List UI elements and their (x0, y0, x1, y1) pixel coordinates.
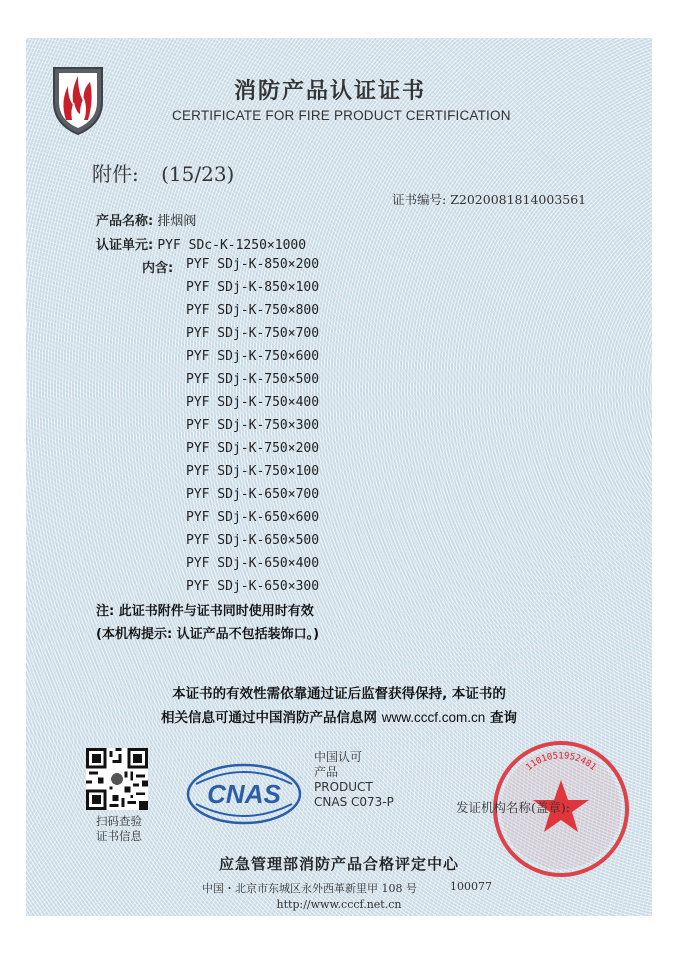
cnas-line3: PRODUCT (314, 780, 373, 794)
center-address: 中国・北京市东城区永外西革新里甲 108 号 (202, 882, 417, 895)
attachment-page (92, 158, 234, 187)
qr-code-caption (90, 814, 148, 844)
cnas-logo (186, 762, 302, 826)
model-item: PYF SDj-K-750×600 (186, 349, 320, 364)
note-validity: 注: 此证书附件与证书同时使用时有效 (96, 604, 314, 619)
model-item: PYF SDj-K-650×600 (186, 510, 320, 525)
model-item: PYF SDj-K-650×500 (186, 533, 320, 548)
certificate-number-label: 证书编号: (392, 192, 447, 207)
center-postcode: 100077 (450, 880, 492, 893)
product-name-row (96, 210, 196, 229)
model-item: PYF SDj-K-750×300 (186, 418, 320, 433)
info-website-link[interactable]: www.cccf.com.cn (381, 710, 486, 725)
cnas-accreditation-text (314, 750, 394, 810)
attachment-label: 附件: (92, 162, 139, 186)
cnas-line2: 产品 (314, 765, 339, 779)
validity-line2-prefix: 相关信息可通过中国消防产品信息网 (161, 710, 382, 726)
note-exclusion: (本机构提示: 认证产品不包括装饰口。) (96, 627, 320, 642)
certification-unit-label: 认证单元: (96, 238, 154, 253)
certification-unit-row (96, 234, 306, 253)
seal-number: 1101051952481 (524, 751, 598, 773)
certificate-number (392, 190, 586, 208)
model-item: PYF SDj-K-750×200 (186, 441, 320, 456)
contains-label: 内含: (142, 261, 174, 276)
cnas-line1: 中国认可 (314, 750, 363, 764)
model-item: PYF SDj-K-750×100 (186, 464, 320, 479)
fire-shield-logo (50, 62, 106, 136)
product-name-value: 排烟阀 (157, 214, 197, 229)
model-item: PYF SDj-K-750×800 (186, 303, 320, 318)
validity-line2-suffix: 查询 (485, 710, 517, 726)
qr-caption-line1: 扫码查验 (96, 814, 142, 828)
certificate-title-en: CERTIFICATE FOR FIRE PRODUCT CERTIFICATION (172, 108, 511, 123)
model-item: PYF SDj-K-650×400 (186, 556, 320, 571)
model-item: PYF SDj-K-650×300 (186, 579, 320, 594)
cnas-line4: CNAS C073-P (314, 795, 394, 809)
product-name-label: 产品名称: (96, 214, 154, 229)
validity-statement-line2 (26, 706, 652, 726)
model-item: PYF SDj-K-750×500 (186, 372, 320, 387)
certificate-title-cn: 消防产品认证证书 (234, 79, 427, 104)
attachment-page-number: (15/23) (161, 162, 235, 186)
model-item: PYF SDj-K-850×100 (186, 280, 320, 295)
center-website-link[interactable]: http://www.cccf.net.cn (276, 898, 402, 911)
validity-statement-line1: 本证书的有效性需依靠通过证后监督获得保持, 本证书的 (172, 686, 506, 702)
qr-caption-line2: 证书信息 (96, 829, 142, 843)
certificate-number-value: Z2020081814003561 (450, 192, 587, 207)
model-item: PYF SDj-K-650×700 (186, 487, 320, 502)
model-item: PYF SDj-K-750×400 (186, 395, 320, 410)
issuer-signature-label: 发证机构名称(盖章): (456, 800, 570, 815)
model-item: PYF SDj-K-850×200 (186, 257, 320, 272)
certificate-sheet (26, 38, 652, 916)
issuing-center-name: 应急管理部消防产品合格评定中心 (218, 855, 459, 873)
contains-label-row (142, 257, 173, 276)
certification-unit-value: PYF SDc-K-1250×1000 (157, 238, 307, 253)
cnas-logo-text: CNAS (207, 779, 281, 809)
verification-qr-code[interactable] (86, 748, 148, 810)
model-item: PYF SDj-K-750×700 (186, 326, 320, 341)
